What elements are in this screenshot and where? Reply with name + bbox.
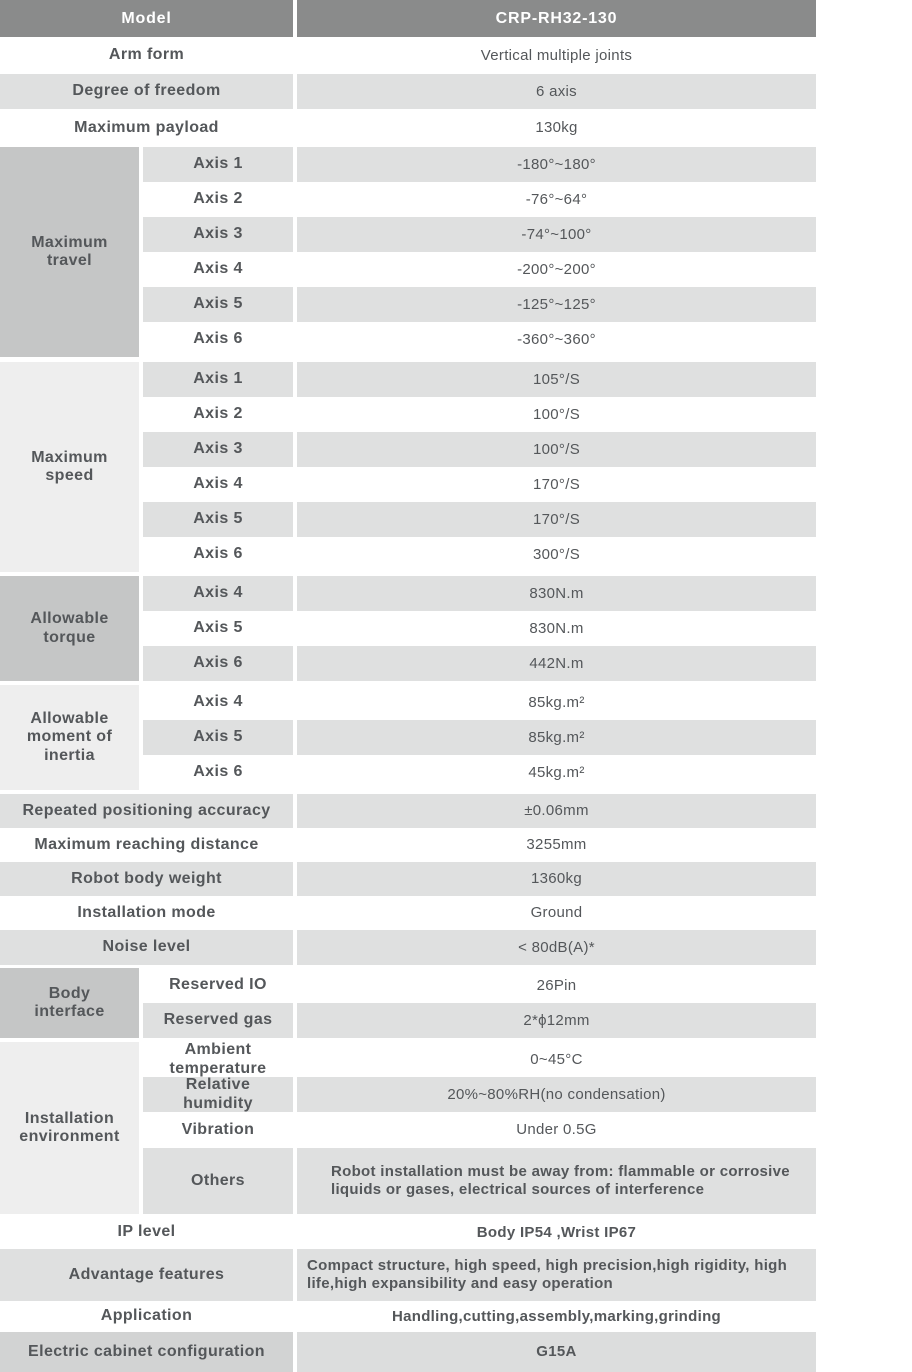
axis-label-cell bbox=[143, 147, 293, 182]
row-travel-axis-4 bbox=[143, 252, 816, 287]
sub-label: Ambient temperature bbox=[169, 1041, 267, 1077]
row-label: Repeated positioning accuracy bbox=[22, 801, 271, 819]
header-model-cell bbox=[0, 0, 293, 37]
row-inertia-axis-4 bbox=[143, 685, 816, 720]
axis-label: Axis 5 bbox=[193, 619, 243, 637]
row-value-cell bbox=[297, 862, 816, 896]
sub-value: 0~45°C bbox=[530, 1050, 583, 1068]
sub-label: Reserved gas bbox=[163, 1011, 273, 1029]
row-value-cell bbox=[297, 1301, 816, 1332]
sub-label-cell bbox=[143, 1112, 293, 1148]
row-value-cell bbox=[297, 37, 816, 74]
row-label-cell bbox=[0, 1216, 293, 1249]
sub-value: 20%~80%RH(no condensation) bbox=[447, 1085, 666, 1103]
axis-value-cell bbox=[297, 646, 816, 681]
axis-label: Axis 4 bbox=[193, 260, 243, 278]
row-travel-axis-5 bbox=[143, 287, 816, 322]
row-electric-cabinet-configuration bbox=[0, 1332, 816, 1372]
row-speed-axis-1 bbox=[143, 362, 816, 397]
axis-value: 105°/S bbox=[533, 370, 580, 388]
sub-label: Reserved IO bbox=[169, 976, 267, 994]
row-label: IP level bbox=[117, 1223, 176, 1241]
row-label: Maximum reaching distance bbox=[34, 835, 259, 853]
axis-label: Axis 5 bbox=[193, 295, 243, 313]
axis-label: Axis 1 bbox=[193, 370, 243, 388]
axis-value: -180°~180° bbox=[517, 155, 596, 173]
row-value: 6 axis bbox=[536, 82, 577, 100]
axis-label-cell bbox=[143, 467, 293, 502]
section-allowable-inertia bbox=[0, 685, 816, 790]
axis-label: Axis 1 bbox=[193, 155, 243, 173]
axis-value: 100°/S bbox=[533, 405, 580, 423]
axis-value-cell bbox=[297, 287, 816, 322]
axis-label-cell bbox=[143, 217, 293, 252]
row-speed-axis-6 bbox=[143, 537, 816, 572]
sub-value-cell bbox=[297, 1112, 816, 1148]
sub-value-cell bbox=[297, 1042, 816, 1077]
axis-label-cell bbox=[143, 252, 293, 287]
header-model-label: Model bbox=[121, 9, 172, 27]
row-maximum-reaching-distance bbox=[0, 828, 816, 862]
sub-value-cell bbox=[297, 1077, 816, 1112]
group-label-cell bbox=[0, 1042, 139, 1214]
row-travel-axis-3 bbox=[143, 217, 816, 252]
group-label: Allowable torque bbox=[30, 610, 109, 646]
sub-label-cell bbox=[143, 1042, 293, 1077]
sub-label: Others bbox=[191, 1171, 245, 1189]
row-value-cell bbox=[297, 930, 816, 965]
axis-label: Axis 6 bbox=[193, 330, 243, 348]
row-noise-level bbox=[0, 930, 816, 965]
group-label: Maximum travel bbox=[31, 233, 108, 269]
axis-value-cell bbox=[297, 397, 816, 432]
row-value: G15A bbox=[536, 1343, 577, 1360]
axis-label-cell bbox=[143, 611, 293, 646]
row-value: ±0.06mm bbox=[524, 802, 589, 819]
axis-value-cell bbox=[297, 217, 816, 252]
axis-label: Axis 6 bbox=[193, 545, 243, 563]
axis-label-cell bbox=[143, 322, 293, 357]
axis-label: Axis 4 bbox=[193, 693, 243, 711]
axis-value: 442N.m bbox=[529, 654, 584, 672]
row-value-cell bbox=[297, 794, 816, 828]
sub-value: 26Pin bbox=[536, 976, 577, 994]
row-value: Body IP54 ,Wrist IP67 bbox=[476, 1223, 637, 1241]
row-degree-of-freedom bbox=[0, 74, 816, 109]
sub-label-cell bbox=[143, 1148, 293, 1214]
axis-value-cell bbox=[297, 322, 816, 357]
sub-label: Relative humidity bbox=[183, 1076, 253, 1112]
sub-value-cell bbox=[297, 1003, 816, 1038]
row-torque-axis-6 bbox=[143, 646, 816, 681]
axis-value-cell bbox=[297, 755, 816, 790]
axis-value: 45kg.m² bbox=[528, 763, 585, 781]
sub-value: Under 0.5G bbox=[516, 1121, 597, 1138]
row-label-cell bbox=[0, 1249, 293, 1301]
group-label: Allowable moment of inertia bbox=[26, 709, 113, 764]
model-number: CRP-RH32-130 bbox=[495, 9, 618, 27]
axis-value-cell bbox=[297, 537, 816, 572]
row-label-cell bbox=[0, 794, 293, 828]
axis-label: Axis 6 bbox=[193, 763, 243, 781]
row-value-cell bbox=[297, 109, 816, 147]
row-value: Compact structure, high speed, high precision,high rigidity, high life,high expansibility and easy operation bbox=[307, 1257, 788, 1292]
sub-label-cell bbox=[143, 968, 293, 1003]
row-installation-mode bbox=[0, 896, 816, 930]
group-label-cell bbox=[0, 685, 139, 790]
row-travel-axis-2 bbox=[143, 182, 816, 217]
row-value-cell bbox=[297, 1332, 816, 1372]
row-value: Vertical multiple joints bbox=[480, 46, 633, 64]
axis-value: 100°/S bbox=[533, 440, 580, 458]
axis-label: Axis 6 bbox=[193, 654, 243, 672]
row-label: Noise level bbox=[102, 938, 191, 956]
header-model-value-cell bbox=[297, 0, 816, 37]
group-label-cell bbox=[0, 576, 139, 681]
row-label: Degree of freedom bbox=[72, 82, 221, 100]
axis-label: Axis 5 bbox=[193, 728, 243, 746]
sub-value: Robot installation must be away from: flammable or corrosive liquids or gases, electrical sources of interference bbox=[331, 1163, 790, 1198]
row-repeated-positioning-accuracy bbox=[0, 794, 816, 828]
axis-label: Axis 4 bbox=[193, 475, 243, 493]
axis-label: Axis 5 bbox=[193, 510, 243, 528]
axis-label: Axis 4 bbox=[193, 584, 243, 602]
row-label-cell bbox=[0, 37, 293, 74]
axis-value-cell bbox=[297, 611, 816, 646]
row-robot-body-weight bbox=[0, 862, 816, 896]
row-others bbox=[143, 1148, 816, 1214]
row-value-cell bbox=[297, 1249, 816, 1301]
axis-value-cell bbox=[297, 685, 816, 720]
row-speed-axis-5 bbox=[143, 502, 816, 537]
axis-value: 85kg.m² bbox=[528, 693, 585, 711]
row-inertia-axis-6 bbox=[143, 755, 816, 790]
axis-value-cell bbox=[297, 252, 816, 287]
row-label-cell bbox=[0, 1332, 293, 1372]
row-speed-axis-2 bbox=[143, 397, 816, 432]
axis-label-cell bbox=[143, 362, 293, 397]
axis-label-cell bbox=[143, 685, 293, 720]
section-body-interface bbox=[0, 968, 816, 1038]
axis-label-cell bbox=[143, 755, 293, 790]
row-label-cell bbox=[0, 930, 293, 965]
axis-value-cell bbox=[297, 362, 816, 397]
group-label: Maximum speed bbox=[31, 448, 108, 484]
axis-value-cell bbox=[297, 576, 816, 611]
group-label-cell bbox=[0, 147, 139, 357]
row-value: 130kg bbox=[535, 119, 578, 136]
row-label-cell bbox=[0, 109, 293, 147]
row-inertia-axis-5 bbox=[143, 720, 816, 755]
group-label-cell bbox=[0, 968, 139, 1038]
axis-value-cell bbox=[297, 467, 816, 502]
row-reserved-io bbox=[143, 968, 816, 1003]
row-value-cell bbox=[297, 896, 816, 930]
row-travel-axis-6 bbox=[143, 322, 816, 357]
section-allowable-torque bbox=[0, 576, 816, 681]
sub-value-cell bbox=[297, 1148, 816, 1214]
row-label-cell bbox=[0, 1301, 293, 1332]
axis-value: 85kg.m² bbox=[528, 728, 585, 746]
section-maximum-speed bbox=[0, 362, 816, 572]
row-label-cell bbox=[0, 74, 293, 109]
axis-value: 170°/S bbox=[533, 510, 580, 528]
axis-label: Axis 3 bbox=[193, 225, 243, 243]
row-label: Robot body weight bbox=[71, 869, 222, 887]
sub-label-cell bbox=[143, 1077, 293, 1112]
row-torque-axis-5 bbox=[143, 611, 816, 646]
row-application bbox=[0, 1301, 816, 1332]
axis-value: -74°~100° bbox=[521, 225, 592, 243]
axis-label-cell bbox=[143, 432, 293, 467]
row-value-cell bbox=[297, 74, 816, 109]
row-value-cell bbox=[297, 1216, 816, 1249]
sub-label: Vibration bbox=[181, 1120, 255, 1138]
axis-value: 170°/S bbox=[533, 475, 580, 493]
row-value: Handling,cutting,assembly,marking,grinding bbox=[391, 1307, 722, 1325]
sub-value-cell bbox=[297, 968, 816, 1003]
row-ambient-temperature bbox=[143, 1042, 816, 1077]
row-label: Advantage features bbox=[68, 1265, 225, 1283]
row-value-cell bbox=[297, 828, 816, 862]
row-maximum-payload bbox=[0, 109, 816, 147]
row-arm-form bbox=[0, 37, 816, 74]
axis-label-cell bbox=[143, 646, 293, 681]
group-label: Body interface bbox=[34, 984, 105, 1020]
row-reserved-gas bbox=[143, 1003, 816, 1038]
group-label-cell bbox=[0, 362, 139, 572]
axis-value: -200°~200° bbox=[517, 260, 596, 278]
section-installation-environment bbox=[0, 1042, 816, 1214]
sub-value: 2*ϕ12mm bbox=[523, 1011, 590, 1029]
group-label: Installation environment bbox=[19, 1109, 120, 1145]
axis-label-cell bbox=[143, 287, 293, 322]
sub-label-cell bbox=[143, 1003, 293, 1038]
section-maximum-travel bbox=[0, 147, 816, 357]
row-value: 3255mm bbox=[526, 836, 587, 853]
row-relative-humidity bbox=[143, 1077, 816, 1112]
row-label: Installation mode bbox=[77, 903, 216, 921]
axis-value: 300°/S bbox=[533, 545, 580, 563]
axis-value-cell bbox=[297, 432, 816, 467]
axis-value-cell bbox=[297, 182, 816, 217]
axis-value-cell bbox=[297, 720, 816, 755]
axis-label-cell bbox=[143, 720, 293, 755]
axis-label: Axis 3 bbox=[193, 440, 243, 458]
row-label-cell bbox=[0, 828, 293, 862]
row-speed-axis-4 bbox=[143, 467, 816, 502]
row-label: Electric cabinet configuration bbox=[28, 1342, 265, 1360]
axis-label-cell bbox=[143, 576, 293, 611]
row-label: Application bbox=[100, 1307, 193, 1325]
row-ip-level bbox=[0, 1216, 816, 1249]
row-speed-axis-3 bbox=[143, 432, 816, 467]
row-torque-axis-4 bbox=[143, 576, 816, 611]
axis-value-cell bbox=[297, 502, 816, 537]
axis-label: Axis 2 bbox=[193, 405, 243, 423]
row-vibration bbox=[143, 1112, 816, 1148]
axis-label-cell bbox=[143, 502, 293, 537]
axis-label-cell bbox=[143, 397, 293, 432]
row-label: Maximum payload bbox=[74, 118, 219, 136]
axis-label-cell bbox=[143, 537, 293, 572]
row-label-cell bbox=[0, 896, 293, 930]
axis-value: -76°~64° bbox=[525, 190, 588, 208]
row-value: 1360kg bbox=[530, 870, 582, 887]
axis-label: Axis 2 bbox=[193, 190, 243, 208]
axis-value-cell bbox=[297, 147, 816, 182]
axis-value: 830N.m bbox=[529, 619, 584, 637]
row-label: Arm form bbox=[108, 46, 185, 64]
axis-label-cell bbox=[143, 182, 293, 217]
row-travel-axis-1 bbox=[143, 147, 816, 182]
axis-value: -125°~125° bbox=[517, 295, 596, 313]
axis-value: -360°~360° bbox=[517, 330, 596, 348]
table-header-row bbox=[0, 0, 816, 37]
row-value: Ground bbox=[530, 904, 583, 921]
row-value: < 80dB(A)* bbox=[518, 938, 595, 956]
axis-value: 830N.m bbox=[529, 584, 584, 602]
row-label-cell bbox=[0, 862, 293, 896]
row-advantage-features bbox=[0, 1249, 816, 1301]
